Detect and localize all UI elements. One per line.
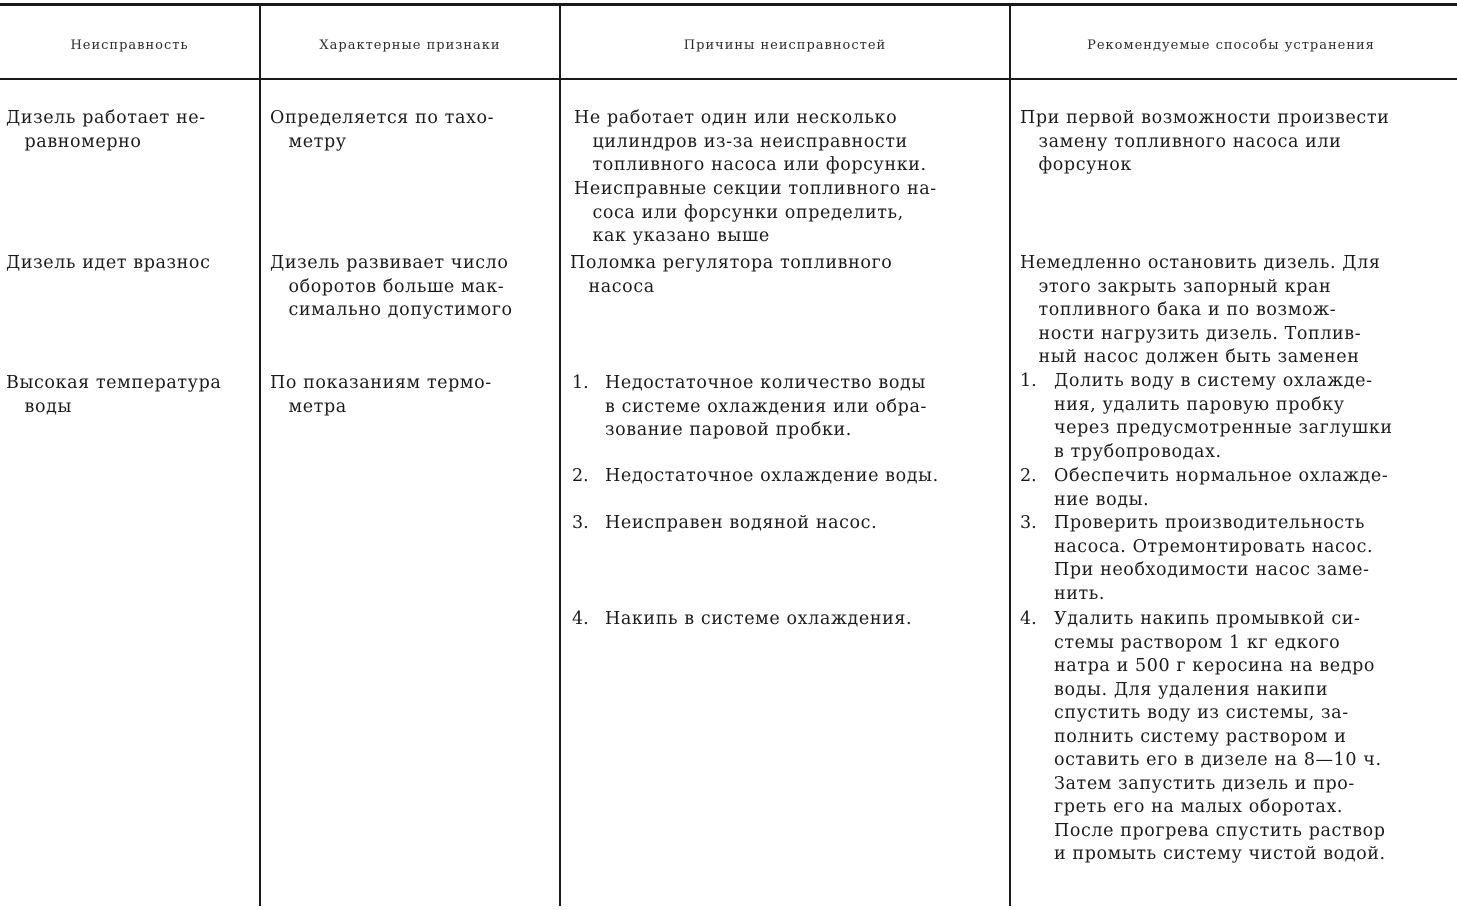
row2-cause-1: Поломка регулятора топливного насоса (570, 253, 893, 297)
header-remedies: Рекомендуемые способы устранения (1087, 38, 1375, 53)
row2-remedy-1: Немедленно остановить дизель. Для этого закрыть запорный кран топливного бака и по возмож- ности нагрузить дизель. Топлив- ный насос должен быть заменен (1020, 253, 1381, 367)
row1-fault: Дизель работает не- равномерно (6, 108, 206, 152)
row3-cause-3-number: 3. (572, 513, 589, 533)
row3-remedy-4: Удалить накипь промывкой си- стемы раствором 1 кг едкого натра и 500 г керосина на ведро воды. Для удаления накипи спустить воду из системы, за- полнить систему раствором и оставить его в дизеле на 8—10 ч. Затем запустить дизель и про- греть его на малых оборотах. После прогрева спустить раствор и промыть систему чистой водой. (1054, 609, 1386, 864)
table-top-rule (0, 3, 1457, 6)
row3-cause-1: Недостаточное количество воды в системе охлаждения или обра- зование паровой пробки. (605, 373, 927, 440)
row1-remedy-1: При первой возможности произвести замену топливного насоса или форсунок (1020, 108, 1390, 175)
row3-cause-4: Накипь в системе охлаждения. (605, 609, 913, 629)
column-divider-2 (559, 6, 561, 906)
header-causes: Причины неисправностей (683, 38, 887, 53)
row3-signs: По показаниям термо- метра (270, 373, 492, 417)
header-signs: Характерные признаки (319, 38, 501, 53)
row3-remedy-2: Обеспечить нормальное охлажде- ние воды. (1054, 466, 1389, 510)
row3-cause-4-number: 4. (572, 609, 589, 629)
header-bottom-rule (0, 78, 1457, 80)
row3-remedy-1: Долить воду в систему охлажде- ния, удалить паровую пробку через предусмотренные заглушки в трубопроводах. (1054, 371, 1393, 462)
column-divider-1 (259, 6, 261, 906)
row2-signs: Дизель развивает число оборотов больше мак- симально допустимого (270, 253, 513, 320)
row1-cause-1: Не работает один или несколько цилиндров из-за неисправности топливного насоса или форсунки. (574, 108, 927, 175)
row3-cause-2: Недостаточное охлаждение воды. (605, 466, 939, 486)
row3-remedy-3-number: 3. (1020, 513, 1037, 533)
header-fault: Неисправность (70, 38, 189, 53)
row2-fault: Дизель идет вразнос (6, 253, 211, 273)
row3-cause-1-number: 1. (572, 373, 589, 393)
row3-cause-2-number: 2. (572, 466, 589, 486)
row1-cause-2: Неисправные секции топливного на- соса или форсунки определить, как указано выше (574, 179, 937, 246)
row3-remedy-2-number: 2. (1020, 466, 1037, 486)
row3-remedy-3: Проверить производительность насоса. Отремонтировать насос. При необходимости насос заме- нить. (1054, 513, 1374, 604)
column-divider-3 (1009, 6, 1011, 906)
row3-fault: Высокая температура воды (6, 373, 222, 417)
row3-remedy-1-number: 1. (1020, 371, 1037, 391)
row1-signs: Определяется по тахо- метру (270, 108, 495, 152)
row3-cause-3: Неисправен водяной насос. (605, 513, 878, 533)
row3-remedy-4-number: 4. (1020, 609, 1037, 629)
